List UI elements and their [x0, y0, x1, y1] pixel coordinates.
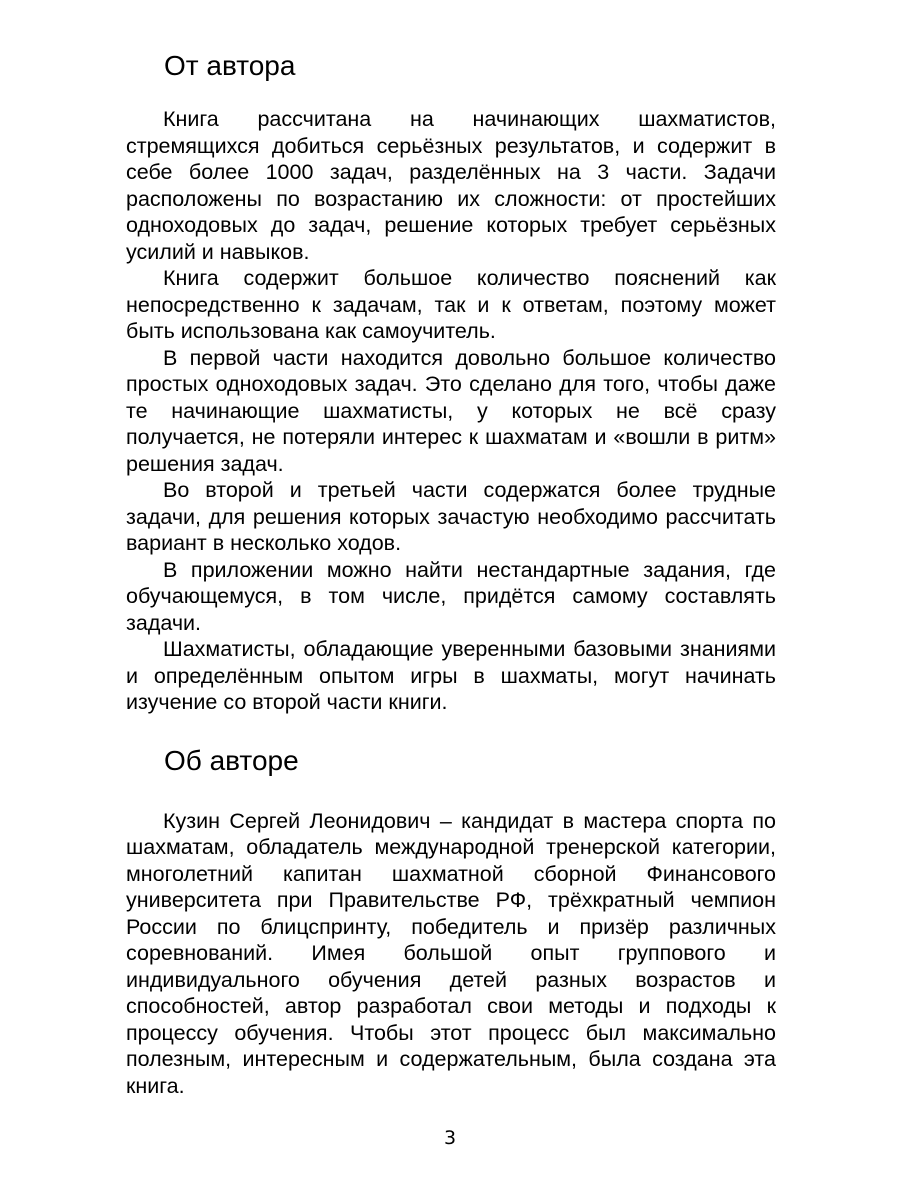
paragraph: Книга содержит большое количество пояснений как непосредственно к задачам, так и к ответам, поэтому может быть использована как самоучитель. — [126, 266, 776, 343]
paragraph: В первой части находится довольно большое количество простых одноходовых задач. Это сделано для того, чтобы даже те начинающие шахматисты, у которых не всё сразу получается, не потеряли интерес к шахматам и «вошли в ритм» решения задач. — [126, 345, 776, 476]
paragraph: Книга рассчитана на начинающих шахматистов, стремящихся добиться серьёзных результатов, и содержит в себе более 1000 задач, разделённых на 3 части. Задачи расположены по возрастанию их сложности: от простейших одноходовых до задач, решение которых требует серьёзных усилий и навыков. — [126, 107, 776, 264]
section-heading-about-author: Об авторе — [164, 744, 299, 776]
paragraph: Во второй и третьей части содержатся более трудные задачи, для решения которых зачастую необходимо рассчитать вариант в несколько ходов. — [126, 478, 776, 555]
paragraph: В приложении можно найти нестандартные задания, где обучающемуся, в том числе, придётся самому составлять задачи. — [126, 557, 776, 635]
paragraph: Шахматисты, обладающие уверенными базовыми знаниями и определённым опытом игры в шахматы, могут начинать изучение со второй части книги. — [126, 637, 776, 714]
section-heading-from-author: От автора — [164, 50, 296, 81]
page-content — [126, 48, 776, 1099]
page-number: 3 — [443, 1127, 457, 1149]
paragraph: Кузин Сергей Леонидович – кандидат в мастера спорта по шахматам, обладатель международной тренерской категории, многолетний капитан шахматной сборной Финансового университета при Правительстве РФ, трёхкратный чемпион России по блицспринту, победитель и призёр различных соревнований. Имея большой опыт группового и индивидуального обучения детей разных возрастов и способностей, автор разработал свои методы и подходы к процессу обучения. Чтобы этот процесс был максимально полезным, интересным и содержательным, была создана эта книга. — [126, 808, 776, 1098]
